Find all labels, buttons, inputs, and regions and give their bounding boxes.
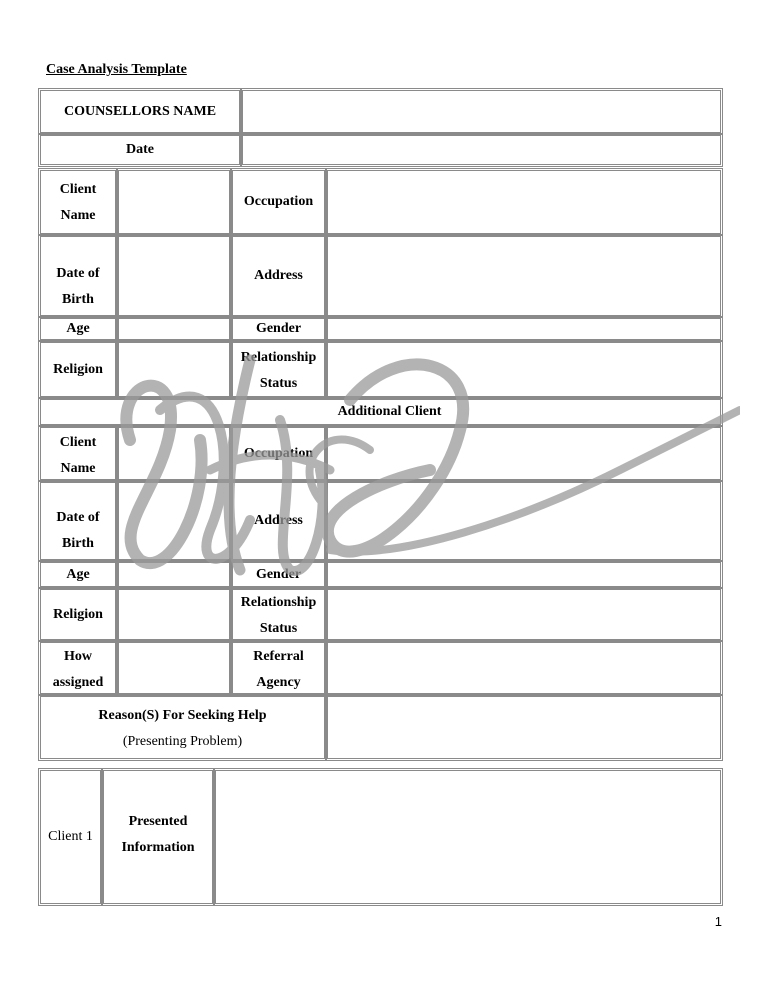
additional-address-label: Address bbox=[230, 480, 327, 562]
additional-gender-field[interactable] bbox=[325, 560, 723, 589]
date-field[interactable] bbox=[240, 133, 723, 167]
referral-agency-label: Referral Agency bbox=[230, 640, 327, 696]
reason-for-help-label: Reason(S) For Seeking Help (Presenting Problem) bbox=[38, 694, 327, 761]
referral-agency-field[interactable] bbox=[325, 640, 723, 696]
dob-field[interactable] bbox=[116, 234, 232, 318]
additional-dob-field[interactable] bbox=[116, 480, 232, 562]
how-assigned-field[interactable] bbox=[116, 640, 232, 696]
additional-age-field[interactable] bbox=[116, 560, 232, 589]
occupation-field[interactable] bbox=[325, 168, 723, 236]
gender-label: Gender bbox=[230, 316, 327, 342]
presented-information-field[interactable] bbox=[213, 768, 723, 906]
additional-occupation-label: Occupation bbox=[230, 425, 327, 482]
additional-address-field[interactable] bbox=[325, 480, 723, 562]
page-number: 1 bbox=[714, 914, 722, 929]
additional-client-name-label: Client Name bbox=[38, 425, 118, 482]
client-name-label: Client Name bbox=[38, 168, 118, 236]
age-field[interactable] bbox=[116, 316, 232, 342]
dob-label: Date of Birth bbox=[38, 234, 118, 318]
additional-religion-label: Religion bbox=[38, 587, 118, 642]
additional-dob-label: Date of Birth bbox=[38, 480, 118, 562]
occupation-label: Occupation bbox=[230, 168, 327, 236]
document-title: Case Analysis Template bbox=[46, 62, 187, 77]
presenting-problem-note: (Presenting Problem) bbox=[122, 734, 243, 749]
additional-relationship-status-field[interactable] bbox=[325, 587, 723, 642]
relationship-status-field[interactable] bbox=[325, 340, 723, 399]
additional-occupation-field[interactable] bbox=[325, 425, 723, 482]
counsellor-name-label: COUNSELLORS NAME bbox=[38, 88, 242, 135]
additional-religion-field[interactable] bbox=[116, 587, 232, 642]
relationship-status-label: Relationship Status bbox=[230, 340, 327, 399]
additional-gender-label: Gender bbox=[230, 560, 327, 589]
presented-information-label: Presented Information bbox=[101, 768, 215, 906]
reason-for-help-field[interactable] bbox=[325, 694, 723, 761]
religion-field[interactable] bbox=[116, 340, 232, 399]
additional-client-name-field[interactable] bbox=[116, 425, 232, 482]
address-field[interactable] bbox=[325, 234, 723, 318]
client-1-label: Client 1 bbox=[38, 768, 103, 906]
age-label: Age bbox=[38, 316, 118, 342]
gender-field[interactable] bbox=[325, 316, 723, 342]
additional-relationship-status-label: Relationship Status bbox=[230, 587, 327, 642]
additional-client-heading: Additional Client bbox=[38, 397, 723, 427]
counsellor-name-field[interactable] bbox=[240, 88, 723, 135]
client-name-field[interactable] bbox=[116, 168, 232, 236]
how-assigned-label: How assigned bbox=[38, 640, 118, 696]
date-label: Date bbox=[38, 133, 242, 167]
religion-label: Religion bbox=[38, 340, 118, 399]
additional-age-label: Age bbox=[38, 560, 118, 589]
address-label: Address bbox=[230, 234, 327, 318]
